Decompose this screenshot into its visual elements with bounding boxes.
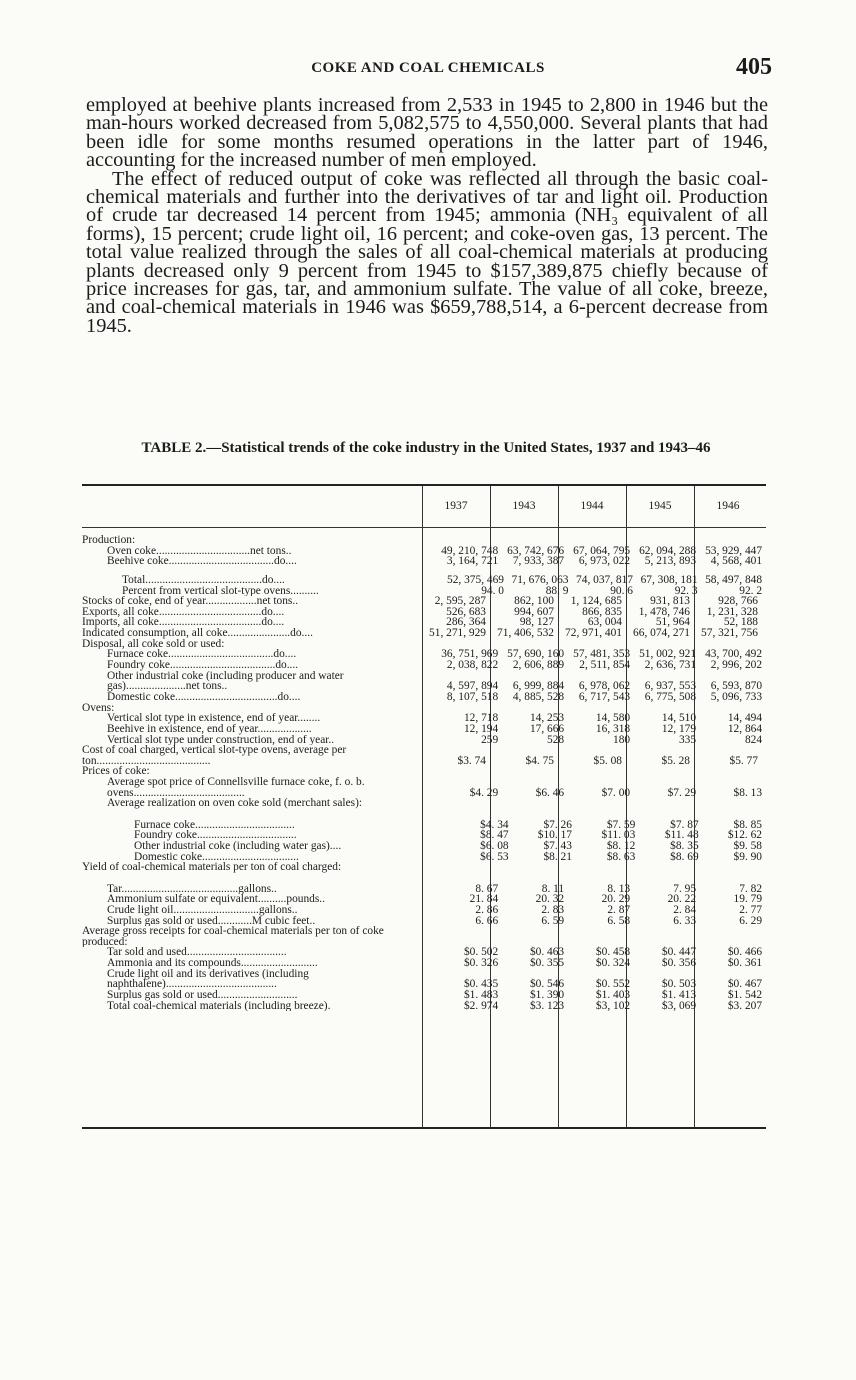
cell-1943: 71, 676, 063 xyxy=(511,573,569,586)
cell-1946: $9. 90 xyxy=(733,850,762,863)
table-row xyxy=(82,628,766,639)
cell-1945: 6, 937, 553 xyxy=(644,680,697,693)
cell-1946 xyxy=(694,766,762,777)
cell-1943: 57, 690, 160 xyxy=(507,648,565,661)
cell-1946: 12, 864 xyxy=(727,722,763,735)
table-bottom-rule xyxy=(82,1127,766,1129)
cell-1945: $8. 69 xyxy=(670,850,699,863)
cell-1944: 20. 29 xyxy=(601,893,631,906)
running-head xyxy=(84,54,772,88)
cell-1945: 335 xyxy=(678,733,697,746)
cell-1946: 92. 2 xyxy=(739,584,763,597)
cell-1943: 2, 606, 889 xyxy=(512,659,565,672)
cell-1944: 1, 124, 685 xyxy=(570,595,622,608)
cell-1937: $4. 29 xyxy=(469,786,499,799)
table-row xyxy=(82,862,766,883)
cell-1946: 2, 996, 202 xyxy=(710,659,763,672)
row-label: Tar.........................................gallons.. xyxy=(107,883,277,895)
cell-1943: $1. 390 xyxy=(529,989,565,1002)
table-row xyxy=(82,735,766,746)
cell-1937 xyxy=(436,798,502,819)
paragraph: employed at beehive plants increased from 2,533 in 1945 to 2,800 in 1946 but the man-hours worked decreased from 5,082,575 to 4,550,000. Several plants that had been idle for some months resumed operations in the latter part of 1946, accounting for the increased number of men employed. xyxy=(86,94,768,172)
cell-1946: $0. 467 xyxy=(727,978,763,991)
cell-1945: 6, 775, 508 xyxy=(644,690,697,703)
cell-1946: 4, 568, 401 xyxy=(710,555,763,568)
cell-1945: $0. 447 xyxy=(661,946,697,959)
cell-1945: $0. 356 xyxy=(661,957,697,970)
cell-1944 xyxy=(558,926,626,947)
row-label: Beehive in existence, end of year................... xyxy=(107,723,312,735)
row-label: Foundry coke................................... xyxy=(134,830,297,841)
column-header-1946: 1946 xyxy=(716,500,740,512)
cell-1946: 53, 929, 447 xyxy=(705,544,763,557)
cell-1946: 928, 766 xyxy=(718,595,758,608)
cell-1944: 90. 6 xyxy=(610,584,633,597)
cell-1944: 6. 58 xyxy=(607,914,631,927)
cell-1937: 526, 683 xyxy=(446,605,486,618)
cell-1944: 63, 004 xyxy=(587,616,622,629)
cell-1937: 2, 595, 287 xyxy=(434,595,486,608)
cell-1937: $4. 34 xyxy=(480,818,509,831)
cell-1946: $1. 542 xyxy=(727,989,763,1002)
cell-1937: $1. 483 xyxy=(463,989,499,1002)
cell-1945: 7. 95 xyxy=(673,882,697,895)
cell-1946: $12. 62 xyxy=(727,829,762,842)
cell-1937: 259 xyxy=(481,733,499,746)
cell-1946 xyxy=(694,926,762,947)
cell-1944: 2. 87 xyxy=(607,903,631,916)
table-row xyxy=(82,830,766,841)
row-label: Imports, all coke....................................do.... xyxy=(82,617,285,629)
body-text xyxy=(86,96,768,335)
cell-1944: 14, 580 xyxy=(595,712,631,725)
cell-1946: 2. 77 xyxy=(739,903,763,916)
column-header-1945: 1945 xyxy=(648,500,672,512)
cell-1943: 6. 59 xyxy=(541,914,565,927)
table-top-rule xyxy=(82,484,766,486)
table-row xyxy=(82,745,766,766)
cell-1937: $0. 326 xyxy=(463,957,499,970)
table-row xyxy=(82,841,766,852)
cell-1943: 88. 9 xyxy=(545,584,569,597)
cell-1937: 4, 597, 894 xyxy=(446,680,499,693)
cell-1944: $1. 403 xyxy=(595,989,631,1002)
cell-1946: $0. 361 xyxy=(727,957,763,970)
cell-1944: 57, 481, 353 xyxy=(573,648,631,661)
cell-1944: $0. 458 xyxy=(595,946,631,959)
cell-1945: 12, 179 xyxy=(661,722,697,735)
table-row xyxy=(82,969,766,990)
cell-1937: 2. 86 xyxy=(475,903,499,916)
cell-1946: 1, 231, 328 xyxy=(706,605,758,618)
cell-1943: 4, 885, 528 xyxy=(512,690,565,703)
row-label: Average gross receipts for coal-chemical materials per ton of coke produced: xyxy=(82,926,384,948)
cell-1937: $6. 53 xyxy=(480,850,509,863)
table-caption: TABLE 2.—Statistical trends of the coke industry in the United States, 1937 and 1943–46 xyxy=(141,440,711,456)
cell-1944: $8. 63 xyxy=(606,850,636,863)
table-row xyxy=(82,724,766,735)
cell-1944: 67, 064, 795 xyxy=(573,544,631,557)
running-title: COKE AND COAL CHEMICALS xyxy=(311,60,545,76)
row-label: Indicated consumption, all coke......................do.... xyxy=(82,628,313,639)
cell-1945: 2, 636, 731 xyxy=(644,659,697,672)
cell-1945 xyxy=(626,926,694,947)
row-label: Vertical slot type in existence, end of year........ xyxy=(107,713,321,724)
cell-1943: 17, 666 xyxy=(529,722,565,735)
row-label: Average realization on oven coke sold (merchant sales): xyxy=(107,798,363,810)
cell-1937: 6. 66 xyxy=(475,914,499,927)
cell-1943: 8. 11 xyxy=(541,882,565,895)
cell-1946: 52, 188 xyxy=(723,616,758,629)
cell-1945: $7. 29 xyxy=(667,786,697,799)
cell-1944: $7. 00 xyxy=(601,786,631,799)
cell-1944: 72, 971, 401 xyxy=(565,627,622,640)
cell-1945: 51, 002, 921 xyxy=(639,648,697,661)
cell-1943: $6. 46 xyxy=(535,786,565,799)
table-header-rule xyxy=(82,527,766,528)
column-header-1937: 1937 xyxy=(444,500,468,512)
statistics-table xyxy=(82,535,766,1011)
cell-1944: $11. 03 xyxy=(601,829,636,842)
cell-1943 xyxy=(502,798,568,819)
cell-1943 xyxy=(490,862,558,883)
cell-1937: 8, 107, 518 xyxy=(446,690,499,703)
cell-1944: 6, 973, 022 xyxy=(578,555,631,568)
row-label: Crude light oil..............................gallons.. xyxy=(107,904,298,916)
row-label: Oven coke.................................net tons.. xyxy=(107,545,292,557)
cell-1946: 824 xyxy=(744,733,763,746)
cell-1945: 14, 510 xyxy=(661,712,697,725)
row-label: Other industrial coke (including water gas).... xyxy=(134,841,342,852)
cell-1943: $0. 463 xyxy=(529,946,565,959)
cell-1946: $3. 207 xyxy=(727,999,763,1012)
cell-1946: 7. 82 xyxy=(739,882,763,895)
column-header-1943: 1943 xyxy=(512,500,536,512)
cell-1946: 5, 096, 733 xyxy=(710,690,763,703)
cell-1945: 931, 813 xyxy=(650,595,690,608)
row-label: Other industrial coke (including producer and water gas).....................net tons.. xyxy=(107,670,344,692)
cell-1945: 66, 074, 271 xyxy=(633,627,690,640)
row-label: Vertical slot type under construction, end of year.. xyxy=(107,734,335,746)
row-label: Total.........................................do.... xyxy=(122,574,285,586)
table-row xyxy=(82,1001,766,1012)
cell-1937 xyxy=(422,862,490,883)
table-row xyxy=(82,766,766,777)
cell-1945: 5, 213, 893 xyxy=(644,555,697,568)
row-label: Surplus gas sold or used............M cubic feet.. xyxy=(107,915,316,927)
table-row xyxy=(82,926,766,947)
cell-1945: $11. 48 xyxy=(664,829,699,842)
cell-1946: 57, 321, 756 xyxy=(701,627,758,640)
cell-1937: $0. 502 xyxy=(463,946,499,959)
row-label: Domestic coke....................................do.... xyxy=(107,691,301,703)
cell-1944: 866, 835 xyxy=(582,605,622,618)
cell-1937 xyxy=(422,766,490,777)
cell-1943: $7. 43 xyxy=(543,840,572,852)
cell-1944: 8. 13 xyxy=(607,882,631,895)
cell-1945 xyxy=(626,766,694,777)
cell-1943: $10. 17 xyxy=(537,829,572,842)
cell-1937: 12, 718 xyxy=(463,712,499,725)
cell-1946: $8. 85 xyxy=(733,818,762,831)
cell-1937: 12, 194 xyxy=(463,722,499,735)
row-label: Ammonium sulfate or equivalent..........pounds.. xyxy=(107,894,325,905)
cell-1945: 2. 84 xyxy=(673,903,697,916)
cell-1943: $4. 75 xyxy=(525,754,554,767)
cell-1944: 74, 037, 817 xyxy=(576,573,633,586)
table-row xyxy=(82,575,766,586)
cell-1943: 994, 607 xyxy=(514,605,554,618)
cell-1945: $0. 503 xyxy=(661,978,697,991)
cell-1946: 43, 700, 492 xyxy=(705,648,763,661)
cell-1944: $7. 59 xyxy=(606,818,636,831)
row-label: Furnace coke................................... xyxy=(134,819,295,831)
row-label: Surplus gas sold or used............................ xyxy=(107,990,298,1001)
cell-1946 xyxy=(694,862,762,883)
cell-1946: $0. 466 xyxy=(727,946,763,959)
cell-1943: $8. 21 xyxy=(543,850,572,863)
cell-1945: $7. 87 xyxy=(670,818,699,831)
table-row xyxy=(82,894,766,905)
cell-1945: 92. 3 xyxy=(674,584,698,597)
cell-1945: 67, 308, 181 xyxy=(640,573,698,586)
table-row xyxy=(82,905,766,916)
row-label: Cost of coal charged, vertical slot-type ovens, average per ton........................................ xyxy=(82,745,347,767)
table-row xyxy=(82,671,766,692)
row-label: Beehive coke.....................................do.... xyxy=(107,556,297,567)
row-label: Yield of coal-chemical materials per ton of coal charged: xyxy=(82,862,342,874)
row-label: Average spot price of Connellsville furnace coke, f. o. b. ovens....................................... xyxy=(107,777,365,799)
cell-1945: 51, 964 xyxy=(655,616,690,629)
row-label: Total coal-chemical materials (including breeze). xyxy=(107,1000,331,1012)
row-label: Disposal, all coke sold or used: xyxy=(82,638,225,650)
cell-1943: $0. 546 xyxy=(529,978,565,991)
cell-1945: 1, 478, 746 xyxy=(638,605,690,618)
cell-1944: $0. 552 xyxy=(595,978,631,991)
row-label: Ammonia and its compounds........................... xyxy=(107,958,318,969)
cell-1944: $3, 102 xyxy=(595,999,631,1012)
cell-1946: $9. 58 xyxy=(733,840,762,852)
cell-1943: $7. 26 xyxy=(543,818,572,831)
cell-1945 xyxy=(626,862,694,883)
row-label: Exports, all coke....................................do.... xyxy=(82,606,285,618)
cell-1937: $8. 47 xyxy=(480,829,509,842)
cell-1943: 6, 999, 884 xyxy=(512,680,565,693)
cell-1944: $0. 324 xyxy=(595,957,631,970)
cell-1937 xyxy=(422,926,490,947)
cell-1944: 16, 318 xyxy=(595,722,631,735)
cell-1945: $8. 35 xyxy=(670,840,699,852)
cell-1937: 51, 271, 929 xyxy=(429,627,486,640)
cell-1946: 6, 593, 870 xyxy=(710,680,763,693)
cell-1937: 21. 84 xyxy=(469,893,499,906)
table-row xyxy=(82,852,766,863)
paragraph: The effect of reduced output of coke was reflected all through the basic coal-chemical materials and further into the derivatives of tar and light oil. Production of crude tar decreased 14 percent from 1945; ammonia (NH₃ equivalent of all forms), 15 percent; crude light oil, 16 percent; and coke-oven gas, 13 percent. The total value realized through the sales of all coal-chemical materials at producing plants decreased only 9 percent from 1945 to $157,389,875 chiefly because of price increases for gas, tar, and ammonium sulfate. The value of all coke, breeze, and coal-chemical materials in 1946 was $659,788,514, a 6-percent decrease from 1945. xyxy=(86,167,768,337)
cell-1937: $6. 08 xyxy=(480,840,509,852)
cell-1937: $0. 435 xyxy=(463,978,499,991)
cell-1937: 49, 210, 748 xyxy=(441,544,499,557)
row-label: Furnace coke.....................................do.... xyxy=(107,649,297,661)
table-row xyxy=(82,777,766,798)
cell-1944 xyxy=(568,798,634,819)
row-label: Percent from vertical slot-type ovens.......... xyxy=(122,585,319,597)
page-number: 405 xyxy=(736,54,772,80)
cell-1945: $1. 413 xyxy=(661,989,697,1002)
cell-1937: 52, 375, 469 xyxy=(447,573,504,586)
cell-1946: 14, 494 xyxy=(727,712,763,725)
cell-1944: $8. 12 xyxy=(606,840,636,852)
cell-1943 xyxy=(490,766,558,777)
cell-1943: 528 xyxy=(547,733,565,746)
cell-1943: 71, 406, 532 xyxy=(497,627,554,640)
cell-1946: 6. 29 xyxy=(739,914,763,927)
cell-1937: $3. 74 xyxy=(457,754,486,767)
row-label: Domestic coke.................................. xyxy=(134,851,299,863)
cell-1937: 94. 0 xyxy=(481,584,504,597)
row-label: Prices of coke: xyxy=(82,766,150,778)
cell-1944: 2, 511, 854 xyxy=(579,659,631,672)
table-row xyxy=(82,556,766,567)
cell-1945: 6. 33 xyxy=(673,914,697,927)
cell-1944: 6, 978, 062 xyxy=(578,680,631,693)
cell-1944 xyxy=(558,862,626,883)
cell-1943: 2. 83 xyxy=(541,903,565,916)
row-label: Production: xyxy=(82,535,136,546)
row-label: Tar sold and used................................... xyxy=(107,947,287,959)
table-row xyxy=(82,692,766,703)
cell-1943: 63, 742, 676 xyxy=(507,544,565,557)
cell-1943: 14, 253 xyxy=(529,712,565,725)
cell-1943 xyxy=(490,926,558,947)
cell-1937: 8. 67 xyxy=(475,882,499,895)
cell-1937: 36, 751, 969 xyxy=(441,648,499,661)
cell-1937: 2, 038, 822 xyxy=(446,659,499,672)
cell-1943: 862, 100 xyxy=(514,595,554,608)
cell-1944 xyxy=(558,766,626,777)
cell-1937: $2. 974 xyxy=(463,999,499,1012)
cell-1945 xyxy=(634,798,700,819)
row-label: Crude light oil and its derivatives (including naphthalene)....................................... xyxy=(107,968,309,991)
cell-1937: 3, 164, 721 xyxy=(446,555,499,568)
cell-1946: 19. 79 xyxy=(733,893,763,906)
cell-1943: $0. 355 xyxy=(529,957,565,970)
cell-1945: $5. 28 xyxy=(661,754,690,767)
cell-1946: $8. 13 xyxy=(733,786,763,799)
table-row xyxy=(82,958,766,969)
cell-1943: 98, 127 xyxy=(519,616,554,629)
cell-1946: $5. 77 xyxy=(729,754,758,767)
cell-1944: 180 xyxy=(613,733,631,746)
cell-1943: 20. 32 xyxy=(535,893,565,906)
table-row xyxy=(82,916,766,927)
cell-1946 xyxy=(700,798,766,819)
cell-1945: 20. 22 xyxy=(667,893,697,906)
table-row xyxy=(82,660,766,671)
column-header-1944: 1944 xyxy=(580,500,604,512)
cell-1943: $3. 123 xyxy=(529,999,565,1012)
table-row xyxy=(82,884,766,895)
cell-1937: 286, 364 xyxy=(446,616,486,629)
cell-1946: 58, 497, 848 xyxy=(705,573,763,586)
cell-1944: 6, 717, 543 xyxy=(578,690,631,703)
cell-1945: 62, 094, 288 xyxy=(639,544,697,557)
row-label: Stocks of coke, end of year..................net tons.. xyxy=(82,596,299,607)
table-row xyxy=(82,820,766,831)
cell-1945: $3, 069 xyxy=(661,999,697,1012)
table-row xyxy=(82,798,766,819)
row-label: Ovens: xyxy=(82,702,115,714)
cell-1943: 7, 933, 387 xyxy=(512,555,565,568)
row-label: Foundry coke.....................................do.... xyxy=(107,660,299,671)
cell-1944: $5. 08 xyxy=(593,754,622,767)
